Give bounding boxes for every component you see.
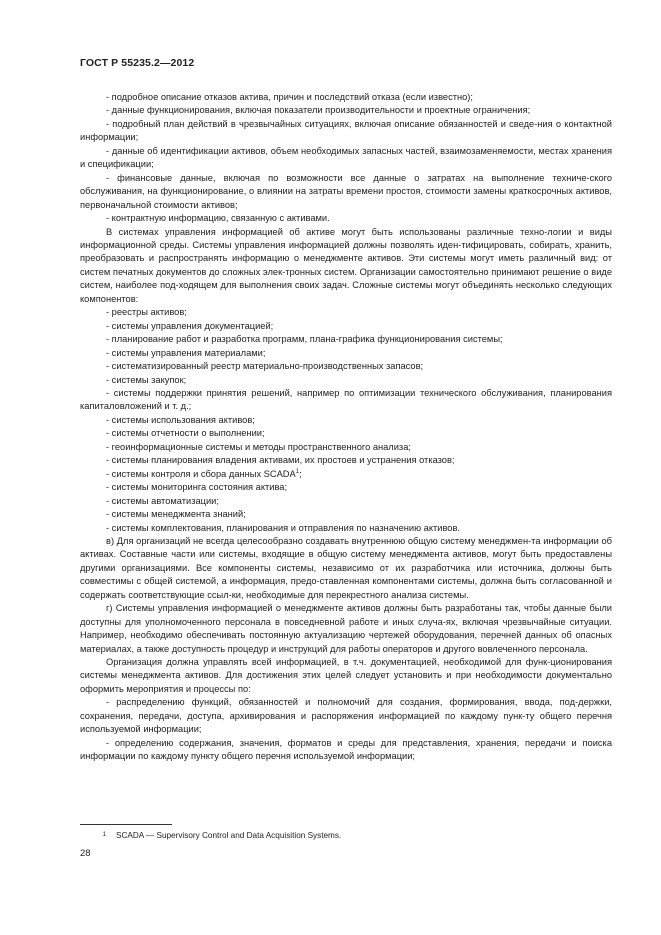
footnote-number: 1 bbox=[102, 832, 106, 838]
footnote-ref: 1 bbox=[295, 468, 300, 475]
footnote-text: SCADA — Supervisory Control and Data Acquisition Systems. bbox=[116, 831, 342, 840]
paragraph: - системы использования активов; bbox=[106, 414, 255, 425]
document-body bbox=[80, 91, 612, 764]
paragraph: Организация должна управлять всей информацией, в т.ч. документацией, необходимой для функ-ционирования системы менеджмента активов. Для достижения этих целей следует установить и при необходимости документально оформить мероприятия и процессы по: bbox=[80, 657, 612, 694]
document-header: ГОСТ Р 55235.2—2012 bbox=[80, 57, 195, 69]
paragraph: в) Для организаций не всегда целесообразно создавать внутреннюю общую систему менеджмен-та информации об активах. Составные части или системы, входящие в общую систему менеджмента активов, могут быть предоставлены другими организациями. Все компоненты системы, независимо от их разработчика или источника, должны быть совместимы с общей системой, а информация, предо-ставленная компонентами системы, должна быть согласованной и содержать соответствующие ссыл-ки, необходимые для перекрестного анализа системы. bbox=[80, 535, 612, 600]
paragraph-suffix: ; bbox=[299, 468, 302, 479]
footnote-divider bbox=[80, 824, 172, 825]
paragraph: - контрактную информацию, связанную с активами. bbox=[106, 213, 330, 224]
paragraph: - системы менеджмента знаний; bbox=[106, 509, 246, 520]
paragraph: - подробный план действий в чрезвычайных ситуациях, включая описание обязанностей и сведе-ния о контактной информации; bbox=[80, 118, 612, 143]
paragraph: - системы отчетности о выполнении; bbox=[106, 428, 265, 439]
paragraph-text: - системы контроля и сбора данных SCADA bbox=[106, 468, 296, 479]
paragraph: - планирование работ и разработка программ, плана-графика функционирования системы; bbox=[106, 334, 503, 345]
paragraph: - системы мониторинга состояния актива; bbox=[106, 482, 288, 493]
paragraph-with-footnote bbox=[80, 468, 612, 481]
paragraph: - системы управления материалами; bbox=[106, 347, 266, 358]
paragraph: - распределению функций, обязанностей и полномочий для создания, формирования, ввода, под-держки, сохранения, передачи, доступа, архивирования и распоряжения информацией по каждому пунк-ту общего перечня используемой информации; bbox=[80, 697, 612, 735]
paragraph: - системы поддержки принятия решений, например по оптимизации технического обслуживания, планирования капиталовложений и т. д.; bbox=[80, 387, 612, 412]
paragraph: В системах управления информацией об активе могут быть использованы различные техно-логии и виды информационной среды. Системы управления информацией должны позволять иден-тифицировать, собирать, хранить, преобразовать и распространять информацию о менеджменте активов. Эти системы могут иметь различный вид: от систем печатных документов до сложных элек-тронных систем. Организации самостоятельно принимают решение о виде систем, наиболее под-ходящем для выполнения своих задач. Сложные системы могут объединять несколько следующих компонентов: bbox=[80, 226, 612, 304]
paragraph: - системы автоматизации; bbox=[106, 495, 219, 506]
paragraph: - реестры активов; bbox=[106, 307, 187, 318]
page-number: 28 bbox=[80, 848, 91, 859]
paragraph: - определению содержания, значения, форматов и среды для представления, хранения, передачи и поиска информации по каждому пункту общего перечня используемой информации; bbox=[80, 737, 612, 762]
footnote bbox=[80, 830, 612, 841]
paragraph: - подробное описание отказов актива, причин и последствий отказа (если известно); bbox=[106, 92, 473, 102]
paragraph: - финансовые данные, включая по возможности все данные о затратах на выполнение техниче-ского обслуживания, на функционирование, о влиянии на затраты времени простоя, стоимости замены краткосрочных активов, первоначальной стоимости активов; bbox=[80, 172, 612, 210]
paragraph: - системы управления документацией; bbox=[106, 320, 274, 331]
paragraph: - систематизированный реестр материально-производственных запасов; bbox=[106, 361, 424, 372]
paragraph: - данные об идентификации активов, объем необходимых запасных частей, взаимозаменяемости, местах хранения и спецификации; bbox=[80, 145, 612, 170]
paragraph: - системы планирования владения активами, их простоев и устранения отказов; bbox=[106, 455, 455, 466]
paragraph: г) Системы управления информацией о менеджменте активов должны быть разработаны так, чтобы данные были доступны для уполномоченного персонала в повседневной работе и иных случа-ях, включая чрезвычайные ситуации. Например, необходимо обеспечивать постоянную актуализацию чертежей оборудования, перечней данных об опасных материалах, а также доступность процедур и инструкций для работы операторов и другого вовлеченного персонала. bbox=[80, 603, 612, 654]
paragraph: - системы комплектования, планирования и отправления по назначению активов. bbox=[106, 522, 460, 533]
paragraph: - данные функционирования, включая показатели производительности и проектные ограничения; bbox=[106, 105, 531, 116]
paragraph: - системы закупок; bbox=[106, 374, 187, 385]
paragraph: - геоинформационные системы и методы пространственного анализа; bbox=[106, 441, 411, 452]
